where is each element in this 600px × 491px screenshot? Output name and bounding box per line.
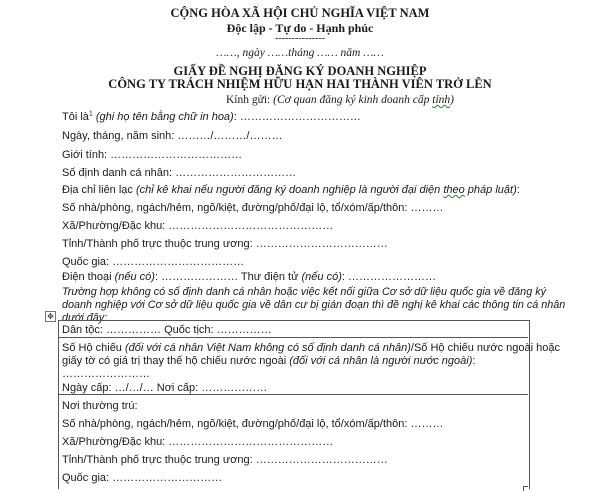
phone-dots: : ………………… Thư điện tử xyxy=(154,271,302,283)
contact-address-hint: (chỉ kê khai nếu người đăng ký doanh nghiệp là người đại diện xyxy=(135,184,444,196)
field-passport xyxy=(62,342,560,355)
email-hint: (nếu có) xyxy=(301,271,342,283)
passport-label-end: /Số Hộ chiếu nước ngoài hoặc xyxy=(410,342,561,354)
field-passport-dots: …………………… xyxy=(62,368,150,380)
page-corner-mark xyxy=(523,486,528,491)
field-residence-street: Số nhà/phòng, ngách/hẻm, ngõ/kiệt, đường/phố/đại lộ, tổ/xóm/ấp/thôn: ……… xyxy=(62,418,444,430)
field-ward: Xã/Phường/Đặc khu: ……………………………………… xyxy=(62,220,334,232)
passport-hint: (đối với cá nhân Việt Nam không có số định danh cá nhân) xyxy=(124,342,411,354)
email-dots: : …………………… xyxy=(341,271,436,283)
country-heading: CỘNG HÒA XÃ HỘI CHỦ NGHĨA VIỆT NAM xyxy=(170,6,430,20)
passport-line2-colon: : xyxy=(472,355,476,367)
field-full-name xyxy=(62,111,361,124)
recipient-hint: (Cơ quan đăng ký kinh doanh cấp xyxy=(273,94,433,106)
recipient-hint-spellcheck: tỉnh xyxy=(432,94,451,106)
field-personal-id: Số định danh cá nhân: …………………………… xyxy=(62,167,297,179)
field-country: Quốc gia: ……………………………… xyxy=(62,256,245,268)
field-ethnicity-nationality: Dân tộc: …………… Quốc tịch: …………… xyxy=(62,324,272,336)
move-handle-icon[interactable]: ✥ xyxy=(45,311,56,322)
passport-label: Số Hộ chiếu xyxy=(62,342,125,354)
note-line-1: Trường hợp không có số định danh cá nhân hoặc việc kết nối giữa Cơ sở dữ liệu quốc gia về đăng ký xyxy=(62,286,546,298)
full-name-hint: (ghi họ tên bằng chữ in hoa) xyxy=(92,111,234,123)
heading-divider: --------------- xyxy=(275,33,325,44)
full-name-dots: : …………………………… xyxy=(233,111,361,123)
footnote-marker: 1 xyxy=(88,110,93,118)
field-residence-country: Quốc gia: ………………………… xyxy=(62,472,223,484)
table-divider xyxy=(58,337,528,338)
field-permanent-residence: Nơi thường trú: xyxy=(62,400,138,412)
form-title: GIẤY ĐỀ NGHỊ ĐĂNG KÝ DOANH NGHIỆP xyxy=(173,64,427,78)
field-phone-email xyxy=(62,271,436,284)
field-gender: Giới tính: ……………………………… xyxy=(62,149,243,161)
field-residence-ward: Xã/Phường/Đặc khu: ……………………………………… xyxy=(62,436,334,448)
passport-line2-label: giấy tờ có giá trị thay thế hộ chiếu nước ngoài xyxy=(62,355,290,367)
field-street-address: Số nhà/phòng, ngách/hẻm, ngõ/kiệt, đường/phố/đại lộ, tổ/xóm/ấp/thôn: ……… xyxy=(62,202,444,214)
recipient-hint-close: ) xyxy=(450,94,454,106)
field-residence-province: Tỉnh/Thành phố trực thuộc trung ương: ……………………………… xyxy=(62,454,388,466)
contact-address-colon: : xyxy=(516,184,520,196)
contact-address-label: Địa chỉ liên lạc xyxy=(62,184,136,196)
contact-address-hint-spellcheck: theo xyxy=(443,184,465,196)
note-line-2: doanh nghiệp với Cơ sở dữ liệu quốc gia về dân cư bị gián đoạn thì đề nghị kê khai các thông tin cá nhân xyxy=(62,299,566,311)
contact-address-hint-end: pháp luật) xyxy=(464,184,517,196)
recipient-label: Kính gửi: xyxy=(226,94,274,106)
phone-label: Điện thoại xyxy=(62,271,115,283)
field-province: Tỉnh/Thành phố trực thuộc trung ương: ……………………………… xyxy=(62,238,388,250)
phone-hint: (nếu có) xyxy=(114,271,155,283)
note-line-3: dưới đây: xyxy=(62,312,108,324)
field-contact-address xyxy=(62,184,520,197)
passport-line2-hint: (đối với cá nhân là người nước ngoài) xyxy=(289,355,473,367)
date-line: ……, ngày ……tháng …… năm …… xyxy=(216,47,384,59)
field-date-of-birth: Ngày, tháng, năm sinh: ………/………/……… xyxy=(62,130,283,142)
field-passport-line2 xyxy=(62,355,475,368)
motto-heading: Độc lập - Tự do - Hạnh phúc xyxy=(226,21,374,35)
recipient-line xyxy=(80,94,600,106)
field-issue-date-place: Ngày cấp: …/…/… Nơi cấp: ……………… xyxy=(62,382,268,394)
company-type-title: CÔNG TY TRÁCH NHIỆM HỮU HẠN HAI THÀNH VIÊN TRỞ LÊN xyxy=(108,77,492,91)
full-name-label: Tôi là xyxy=(62,111,89,123)
